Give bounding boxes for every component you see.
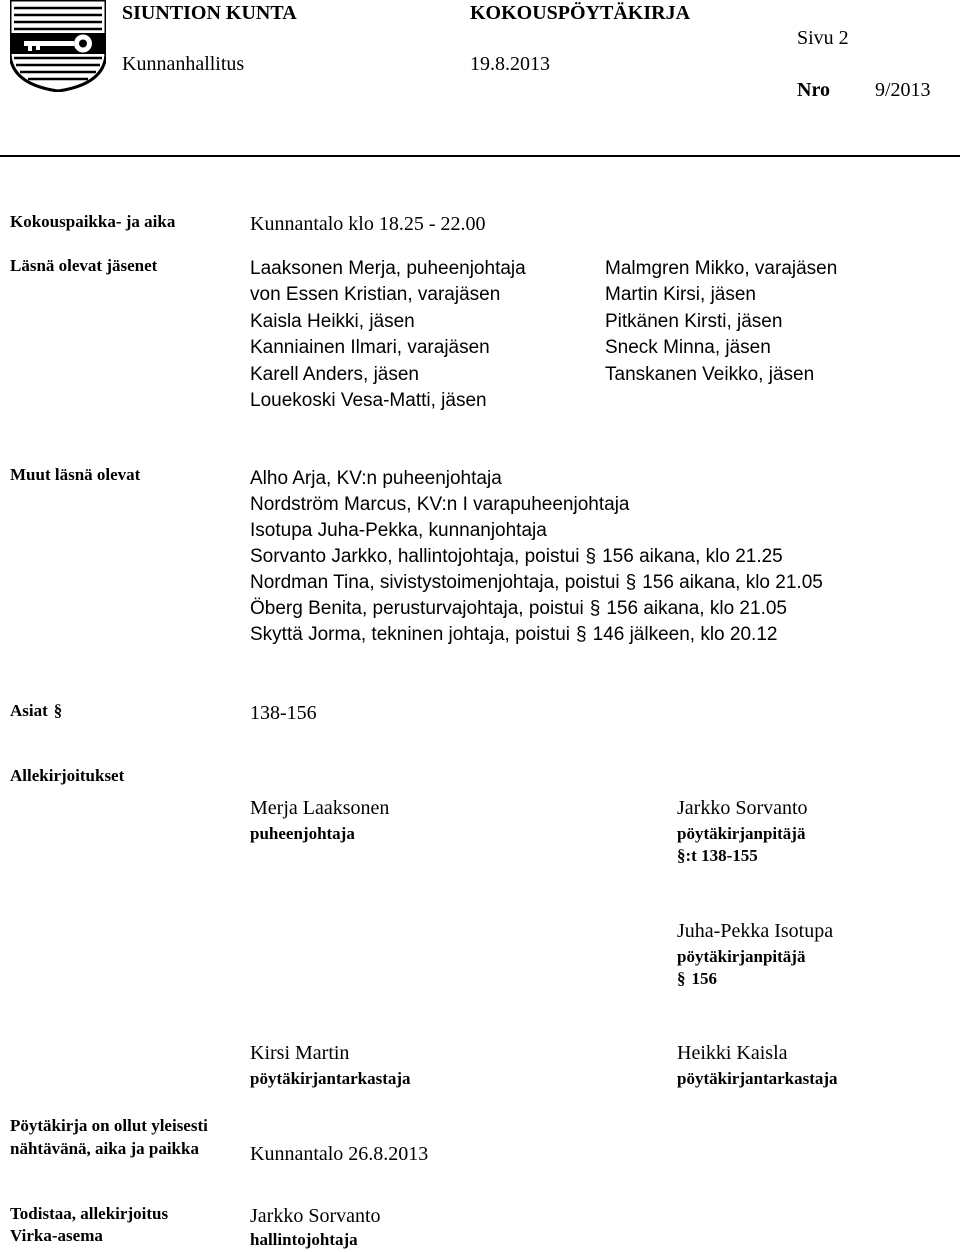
page-number: Sivu 2	[797, 27, 849, 49]
section-sign-icon: §	[576, 624, 587, 645]
item-text: Sorvanto Jarkko, hallintojohtaja, poistui	[250, 546, 580, 567]
item-detail: 146 jälkeen, klo 20.12	[592, 624, 778, 645]
list-item: von Essen Kristian, varajäsen	[250, 284, 501, 306]
org-name: SIUNTION KUNTA	[122, 2, 297, 24]
list-item	[250, 466, 823, 492]
list-item	[250, 492, 823, 518]
secretary2-role: pöytäkirjanpitäjä	[677, 947, 806, 966]
section-sign-icon: §	[589, 598, 601, 619]
items-value: 138-156	[250, 702, 317, 724]
meeting-body: Kunnanhallitus	[122, 53, 245, 75]
meeting-date: 19.8.2013	[470, 53, 550, 75]
chair-name: Merja Laaksonen	[250, 797, 390, 819]
checker2-role: pöytäkirjantarkastaja	[677, 1069, 838, 1088]
item-text: Alho Arja, KV:n puheenjohtaja	[250, 468, 502, 489]
item-detail: 156 aikana, klo 21.25	[602, 546, 783, 567]
list-item: Laaksonen Merja, puheenjohtaja	[250, 258, 526, 279]
section-sign-icon: §	[625, 572, 637, 593]
nro-label: Nro	[797, 79, 830, 101]
secretary1-role: pöytäkirjanpitäjä	[677, 824, 806, 843]
checker1-role: pöytäkirjantarkastaja	[250, 1069, 411, 1088]
document-type: KOKOUSPÖYTÄKIRJA	[470, 2, 691, 24]
public-display-label-1: Pöytäkirja on ollut yleisesti	[10, 1116, 208, 1135]
public-display-label-2: nähtävänä, aika ja paikka	[10, 1139, 199, 1158]
secretary2-name: Juha-Pekka Isotupa	[677, 920, 834, 942]
list-item: Kaisla Heikki, jäsen	[250, 310, 415, 332]
checker2-name: Heikki Kaisla	[677, 1042, 788, 1064]
list-item	[250, 544, 823, 570]
list-item	[250, 570, 823, 596]
section-sign-icon: §	[53, 701, 63, 720]
secretary1-name: Jarkko Sorvanto	[677, 797, 808, 819]
place-value: Kunnantalo klo 18.25 - 22.00	[250, 213, 486, 235]
nro-value: 9/2013	[875, 79, 931, 101]
section-sign-icon: §	[585, 546, 597, 567]
present-list-col1	[250, 256, 526, 414]
municipal-coat-of-arms-icon	[10, 0, 106, 92]
header-divider	[0, 155, 960, 157]
list-item: Karell Anders, jäsen	[250, 363, 419, 385]
scope-text: 156	[691, 969, 717, 988]
item-detail: 156 aikana, klo 21.05	[642, 572, 823, 593]
certification-label-1: Todistaa, allekirjoitus	[10, 1204, 169, 1223]
list-item: Kanniainen Ilmari, varajäsen	[250, 337, 490, 359]
item-detail: 156 aikana, klo 21.05	[606, 598, 787, 619]
section-sign-icon: §	[677, 846, 686, 865]
others-label: Muut läsnä olevat	[10, 465, 141, 484]
secretary2-scope	[677, 969, 717, 989]
list-item	[250, 518, 823, 544]
list-item: Malmgren Mikko, varajäsen	[605, 258, 838, 279]
list-item: Martin Kirsi, jäsen	[605, 284, 756, 306]
checker1-name: Kirsi Martin	[250, 1042, 350, 1064]
items-label	[10, 701, 68, 721]
secretary1-scope	[677, 846, 758, 866]
section-sign-icon: §	[677, 969, 686, 988]
present-list-col2	[605, 256, 837, 388]
list-item: Tanskanen Veikko, jäsen	[605, 363, 815, 385]
list-item: Sneck Minna, jäsen	[605, 337, 771, 359]
certification-label-2: Virka-asema	[10, 1226, 103, 1245]
item-text: Skyttä Jorma, tekninen johtaja, poistui	[250, 624, 571, 645]
item-text: Nordman Tina, sivistystoimenjohtaja, poistui	[250, 572, 620, 593]
certification-name: Jarkko Sorvanto	[250, 1205, 381, 1227]
item-text: Nordström Marcus, KV:n I varapuheenjohtaja	[250, 494, 630, 515]
others-list	[250, 466, 823, 648]
scope-text: :t 138-155	[685, 846, 758, 865]
signatures-label: Allekirjoitukset	[10, 766, 125, 785]
item-text: Öberg Benita, perusturvajohtaja, poistui	[250, 598, 584, 619]
place-label: Kokouspaikka- ja aika	[10, 212, 176, 231]
list-item	[250, 622, 823, 648]
present-label: Läsnä olevat jäsenet	[10, 256, 158, 275]
public-display-value: Kunnantalo 26.8.2013	[250, 1143, 429, 1165]
item-text: Isotupa Juha-Pekka, kunnanjohtaja	[250, 520, 547, 541]
list-item: Louekoski Vesa-Matti, jäsen	[250, 389, 487, 411]
list-item: Pitkänen Kirsti, jäsen	[605, 310, 783, 332]
chair-role: puheenjohtaja	[250, 824, 355, 843]
items-label-text: Asiat	[10, 701, 48, 720]
certification-role: hallintojohtaja	[250, 1230, 358, 1249]
list-item	[250, 596, 823, 622]
